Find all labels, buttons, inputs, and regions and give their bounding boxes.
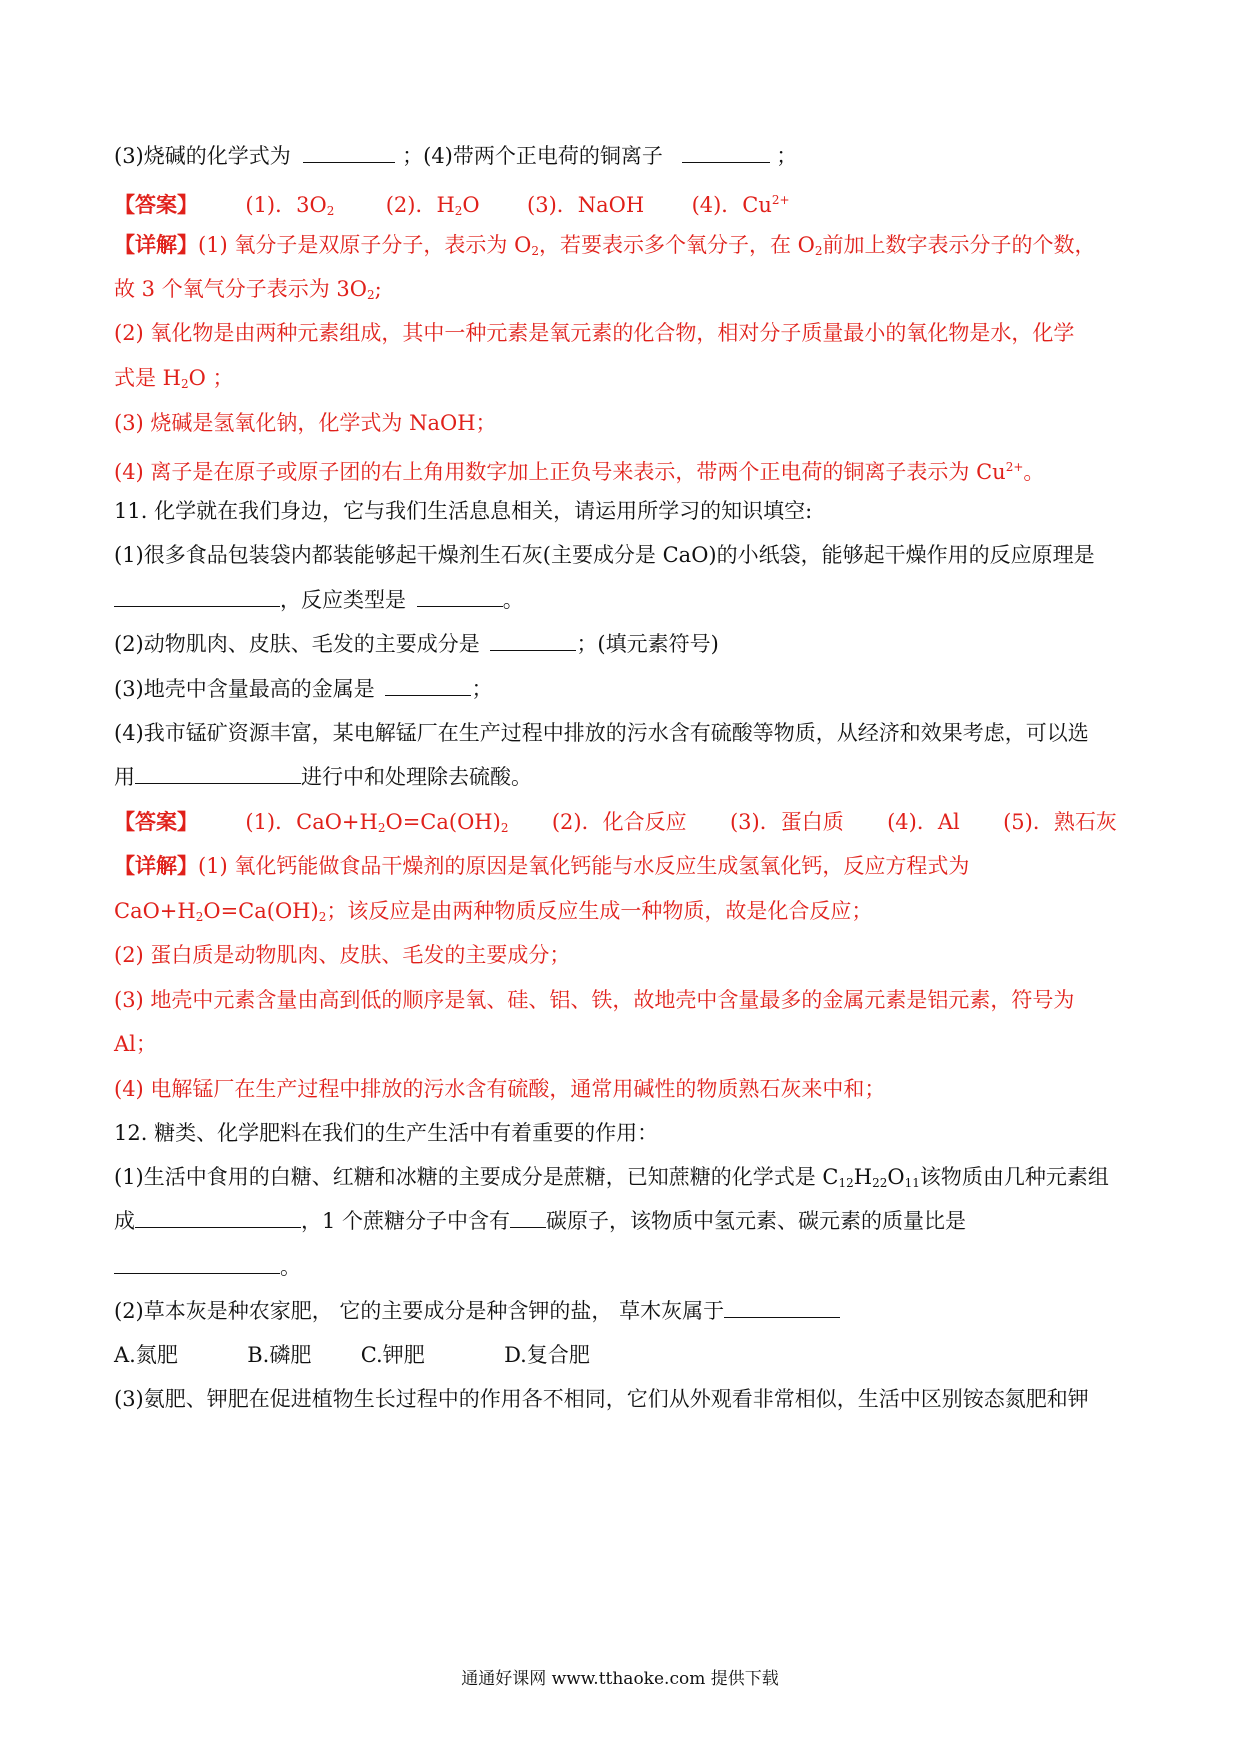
q12-part2 [114, 1296, 1130, 1326]
question-text: 进行中和处理除去硫酸。 [301, 765, 532, 789]
option-b[interactable]: B.磷肥 [247, 1343, 312, 1367]
superscript: 2+ [1005, 460, 1024, 474]
q10-answer-2: (2)．H [385, 193, 455, 217]
q11-answer-line [114, 807, 1130, 843]
q12-options [114, 1340, 1130, 1370]
question-text: 碳原子，该物质中氢元素、碳元素的质量比是 [546, 1209, 967, 1233]
q11-answer-1b: O=Ca(OH) [385, 810, 501, 834]
question-text: ；(填元素符号) [576, 632, 719, 656]
detail-text: (4) 电解锰厂在生产过程中排放的污水含有硫酸，通常用碱性的物质熟石灰来中和； [114, 1077, 886, 1101]
q11-answer-5: (5)．熟石灰 [1003, 810, 1117, 834]
question-text: 成 [114, 1209, 135, 1233]
q11-answer-3: (3)．蛋白质 [729, 810, 844, 834]
q10-answer-line: 【答案】 (1)．$3O_2$ (2)．$H_2O$ (3)．NaOH (4)．$Cu^{2+}$ [114, 192, 790, 218]
detail-text: ；该反应是由两种物质反应生成一种物质，故是化合反应； [326, 899, 873, 923]
answer-blank[interactable] [114, 1255, 280, 1274]
subscript: 2 [531, 244, 539, 258]
detail-text: 式是 H [114, 366, 181, 390]
q10-detail-2b [114, 363, 1130, 399]
question-text: (1)生活中食用的白糖、红糖和冰糖的主要成分是蔗糖，已知蔗糖的化学式是 C [114, 1165, 839, 1189]
detail-text: (1) 氧化钙能做食品干燥剂的原因是氧化钙能与水反应生成氢氧化钙，反应方程式为 [198, 854, 970, 878]
detail-text: 前加上数字表示分子的个数， [822, 233, 1096, 257]
subscript: 2 [326, 204, 335, 218]
superscript: 2+ [771, 193, 790, 207]
q10-part3-text: (3)烧碱的化学式为 [114, 144, 291, 168]
q11-part4b [114, 762, 1130, 792]
option-c[interactable]: C.钾肥 [360, 1343, 425, 1367]
detail-text: 。 [1023, 460, 1045, 484]
q10-part3-line [114, 141, 1130, 171]
question-stem: 11. 化学就在我们身边，它与我们生活息息相关，请运用所学习的知识填空: [114, 499, 813, 523]
subscript: 2 [454, 204, 463, 218]
q10-detail-1b [114, 274, 1130, 310]
q11-part1b [114, 585, 1130, 615]
subscript: 2 [814, 244, 823, 258]
q12-stem [114, 1118, 1130, 1148]
answer-blank[interactable] [135, 1209, 301, 1228]
subscript: 12 [838, 1176, 854, 1190]
answer-blank[interactable] [490, 632, 576, 651]
q12-part1 [114, 1162, 1130, 1198]
option-a[interactable]: A.氮肥 [114, 1343, 178, 1367]
question-text: 用 [114, 765, 135, 789]
q12-part1c [114, 1252, 1130, 1282]
question-text: (4)我市锰矿资源丰富，某电解锰厂在生产过程中排放的污水含有硫酸等物质，从经济和效果考虑，可以选 [114, 721, 1089, 745]
q11-part4 [114, 718, 1130, 748]
q11-detail-1b [114, 896, 1130, 932]
answer-blank[interactable] [682, 144, 770, 163]
q10-answer-4: (4)．Cu [691, 193, 772, 217]
q10-detail-1 [114, 230, 1130, 266]
detail-text: Al； [114, 1032, 157, 1056]
subscript: 2 [500, 821, 509, 835]
answer-blank[interactable] [510, 1209, 546, 1228]
detail-text: (3) 地壳中元素含量由高到低的顺序是氧、硅、铝、铁，故地壳中含量最多的金属元素是铝元素，符号为 [114, 988, 1075, 1012]
q10-detail-4 [114, 452, 1130, 487]
subscript: 11 [904, 1176, 920, 1190]
q11-answer-2: (2)．化合反应 [551, 810, 687, 834]
subscript: 2 [181, 377, 189, 391]
detail-tag: 【详解】 [114, 853, 198, 878]
answer-blank[interactable] [417, 588, 503, 607]
page-footer: 通通好课网 www.tthaoke.com 提供下载 [461, 1669, 779, 1689]
subscript: 22 [872, 1176, 888, 1190]
detail-text: CaO+H [114, 899, 196, 923]
q11-detail-3b [114, 1029, 1130, 1059]
q10-answer-1: (1)．3O [245, 193, 327, 217]
q12-part1b [114, 1206, 1130, 1236]
q11-detail-1 [114, 851, 1130, 881]
detail-tag: 【详解】 [114, 232, 198, 257]
answer-blank[interactable] [724, 1299, 840, 1318]
subscript: 2 [318, 910, 327, 924]
q11-stem [114, 496, 1130, 526]
detail-text: (4) 离子是在原子或原子团的右上角用数字加上正负号来表示，带两个正电荷的铜离子表示为 Cu [114, 460, 1006, 484]
subscript: 2 [377, 821, 386, 835]
answer-blank[interactable] [303, 144, 395, 163]
answer-blank[interactable] [135, 765, 301, 784]
answer-blank[interactable] [385, 677, 471, 696]
q11-detail-4 [114, 1074, 1130, 1104]
question-text: H [853, 1165, 873, 1189]
q11-part1 [114, 540, 1130, 570]
detail-text: (2) 氧化物是由两种元素组成，其中一种元素是氧元素的化合物，相对分子质量最小的氧化物是水，化学 [114, 321, 1075, 345]
q10-end-text: ； [776, 144, 798, 168]
detail-text: ，若要表示多个氧分子，在 O [538, 233, 815, 257]
question-text: (1)很多食品包装袋内都装能够起干燥剂生石灰(主要成分是 CaO)的小纸袋，能够起干燥作用的反应原理是 [114, 543, 1095, 567]
q11-answer-4: (4)．Al [887, 810, 960, 834]
question-text: ，反应类型是 [280, 588, 406, 612]
q10-detail-3 [114, 408, 1130, 438]
answer-tag: 【答案】 [114, 809, 198, 834]
q11-detail-2 [114, 940, 1130, 970]
question-text: (3)氨肥、钾肥在促进植物生长过程中的作用各不相同，它们从外观看非常相似，生活中区别铵态氮肥和钾 [114, 1387, 1089, 1411]
q11-detail-3 [114, 985, 1130, 1015]
option-d[interactable]: D.复合肥 [504, 1343, 590, 1367]
detail-text: (3) 烧碱是氢氧化钠，化学式为 NaOH； [114, 411, 497, 435]
q11-part2 [114, 629, 1130, 659]
q12-part3 [114, 1384, 1130, 1414]
answer-blank[interactable] [114, 588, 280, 607]
subscript: 2 [366, 288, 375, 302]
detail-text: ; [374, 277, 382, 301]
question-text: O [887, 1165, 905, 1189]
q10-detail-2 [114, 318, 1130, 348]
question-text: ； [471, 677, 493, 701]
question-text: ，1 个蔗糖分子中含有 [301, 1209, 511, 1233]
question-stem: 12. 糖类、化学肥料在我们的生产生活中有着重要的作用： [114, 1121, 659, 1145]
detail-text: O=Ca(OH) [203, 899, 319, 923]
detail-text: O ； [188, 366, 234, 390]
q10-part4-text: ；(4)带两个正电荷的铜离子 [402, 144, 663, 168]
question-text: (2)草本灰是种农家肥， 它的主要成分是种含钾的盐， 草木灰属于 [114, 1299, 725, 1323]
q11-part3 [114, 674, 1130, 704]
question-text: 。 [502, 588, 524, 612]
question-text: 。 [280, 1255, 301, 1279]
q11-answer-1: (1)．CaO+H [245, 810, 378, 834]
detail-text: (1) 氧分子是双原子分子，表示为 O [198, 233, 532, 257]
question-text: (2)动物肌肉、皮肤、毛发的主要成分是 [114, 632, 480, 656]
question-text: 该物质由几种元素组 [919, 1165, 1109, 1189]
detail-text: (2) 蛋白质是动物肌肉、皮肤、毛发的主要成分； [114, 943, 571, 967]
detail-text: 故 3 个氧气分子表示为 3O [114, 277, 367, 301]
question-text: (3)地壳中含量最高的金属是 [114, 677, 375, 701]
answer-tag: 【答案】 [114, 192, 198, 217]
q10-answer-3: (3)．NaOH [527, 193, 645, 217]
subscript: 2 [195, 910, 204, 924]
